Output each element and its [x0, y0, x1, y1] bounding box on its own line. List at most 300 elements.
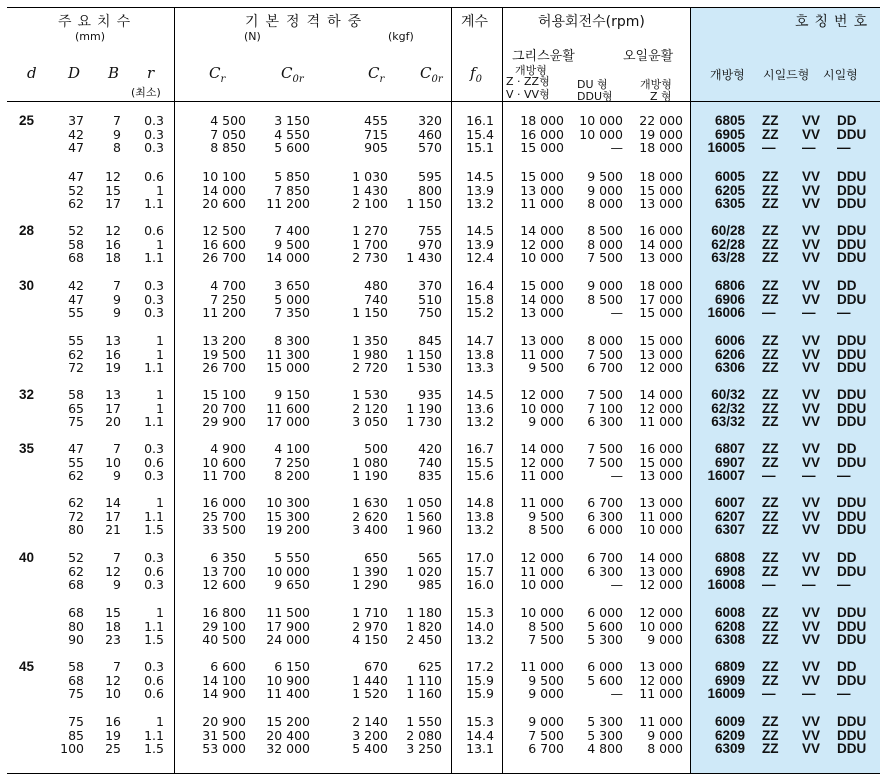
cell-oil: 10 000: [639, 618, 683, 634]
cell-cr-n: 10 600: [202, 454, 246, 470]
cell-designation-open: 6807: [714, 441, 745, 456]
cell-grease-open: 11 000: [520, 659, 564, 674]
cell-designation-vv: VV: [802, 346, 821, 362]
cell-designation-seal: DDU: [837, 563, 867, 579]
grease-zz-label: Z · ZZ형: [506, 75, 550, 88]
cell-f0: 14.4: [466, 727, 494, 743]
cell-D: 52: [68, 550, 84, 565]
grease-ddu-label: DDU형: [577, 90, 613, 103]
oil-label: 오일윤활: [623, 49, 674, 64]
cell-cr-n: 14 100: [202, 672, 246, 688]
table-row: [0, 224, 887, 238]
cell-c0r-kgf: 935: [418, 387, 442, 402]
cell-f0: 14.7: [466, 333, 494, 348]
cell-c0r-kgf: 460: [418, 126, 442, 142]
cell-cr-kgf: 2 720: [352, 360, 388, 376]
cell-f0: 15.9: [466, 686, 494, 702]
header-divider: [502, 7, 503, 101]
cell-grease-seal: —: [610, 468, 623, 484]
cell-grease-open: 12 000: [520, 454, 564, 470]
cell-designation-shield: ZZ: [762, 291, 779, 307]
cell-designation-seal: DDU: [837, 454, 867, 470]
cell-cr-n: 4 900: [210, 441, 246, 456]
cell-cr-kgf: 1 150: [352, 305, 388, 321]
cell-c0r-n: 10 900: [266, 672, 310, 688]
cell-designation-vv: VV: [802, 182, 821, 198]
cell-c0r-kgf: 985: [418, 577, 442, 593]
table-row: [0, 141, 887, 155]
cell-B: 12: [105, 223, 121, 238]
cell-D: 72: [68, 508, 84, 524]
cell-designation-open: 60/32: [711, 387, 745, 402]
table-row: [0, 128, 887, 142]
cell-oil: 12 000: [639, 672, 683, 688]
cell-B: 8: [113, 140, 121, 156]
cell-c0r-kgf: 2 450: [406, 632, 442, 648]
cell-c0r-n: 4 550: [274, 126, 310, 142]
cell-B: 17: [105, 400, 121, 416]
cell-designation-seal: —: [837, 305, 851, 321]
cell-designation-seal: DDU: [837, 714, 867, 729]
cell-c0r-n: 11 300: [266, 346, 310, 362]
cell-cr-n: 20 900: [202, 714, 246, 729]
cell-cr-kgf: 1 520: [352, 686, 388, 702]
cell-designation-vv: VV: [802, 223, 821, 238]
cell-designation-seal: DDU: [837, 387, 867, 402]
cell-designation-vv: VV: [802, 632, 821, 648]
load-unit-kgf: (kgf): [388, 30, 414, 43]
cell-designation-seal: —: [837, 686, 851, 702]
cell-cr-kgf: 650: [364, 550, 388, 565]
table-row: [0, 415, 887, 429]
cell-grease-seal: 6 300: [587, 563, 623, 579]
cell-D: 62: [68, 346, 84, 362]
table-row: [0, 496, 887, 510]
cell-f0: 17.2: [466, 659, 494, 674]
cell-designation-open: 6907: [714, 454, 745, 470]
col-r-label: r: [147, 64, 155, 82]
cell-c0r-n: 19 200: [266, 522, 310, 538]
cell-r: 1.1: [144, 727, 164, 743]
cell-cr-n: 12 500: [202, 223, 246, 238]
cell-f0: 13.3: [466, 360, 494, 376]
cell-c0r-kgf: 835: [418, 468, 442, 484]
col-d-label: d: [27, 64, 37, 82]
cell-designation-shield: ZZ: [762, 672, 779, 688]
cell-grease-open: 15 000: [520, 140, 564, 156]
cell-designation-shield: ZZ: [762, 236, 779, 252]
cell-B: 7: [113, 113, 121, 128]
cell-B: 9: [113, 126, 121, 142]
cell-grease-seal: 6 000: [587, 659, 623, 674]
cell-cr-n: 40 500: [202, 632, 246, 648]
cell-grease-seal: 7 500: [587, 454, 623, 470]
cell-cr-n: 6 350: [210, 550, 246, 565]
cell-c0r-n: 15 000: [266, 360, 310, 376]
cell-designation-seal: DD: [837, 278, 857, 293]
cell-oil: 22 000: [639, 113, 683, 128]
cell-c0r-n: 15 200: [266, 714, 310, 729]
cell-grease-seal: —: [610, 305, 623, 321]
table-row: [0, 114, 887, 128]
cell-designation-open: 6305: [714, 196, 745, 212]
cell-oil: 14 000: [639, 236, 683, 252]
cell-D: 68: [68, 577, 84, 593]
cell-oil: 15 000: [639, 333, 683, 348]
cell-D: 80: [68, 522, 84, 538]
cell-designation-seal: DDU: [837, 618, 867, 634]
cell-r: 1.1: [144, 360, 164, 376]
col-c0r-kgf-label: $C_{0r}$: [420, 64, 443, 85]
cell-B: 14: [105, 495, 121, 510]
cell-cr-kgf: 740: [364, 291, 388, 307]
cell-B: 7: [113, 550, 121, 565]
cell-cr-n: 12 600: [202, 577, 246, 593]
cell-r: 0.6: [144, 672, 164, 688]
cell-f0: 15.2: [466, 305, 494, 321]
cell-c0r-n: 14 000: [266, 250, 310, 266]
cell-grease-seal: 7 500: [587, 346, 623, 362]
designation-title: 호칭번호: [795, 14, 874, 30]
cell-designation-vv: VV: [802, 618, 821, 634]
cell-f0: 15.4: [466, 126, 494, 142]
cell-cr-n: 7 050: [210, 126, 246, 142]
cell-c0r-kgf: 570: [418, 140, 442, 156]
cell-r: 1: [156, 495, 164, 510]
cell-c0r-kgf: 1 020: [406, 563, 442, 579]
cell-grease-seal: 7 500: [587, 387, 623, 402]
cell-oil: 12 000: [639, 360, 683, 376]
dims-unit: (mm): [75, 30, 106, 43]
cell-grease-open: 11 000: [520, 196, 564, 212]
cell-c0r-n: 20 400: [266, 727, 310, 743]
cell-grease-seal: 10 000: [579, 126, 623, 142]
cell-r: 0.3: [144, 550, 164, 565]
cell-designation-open: 60/28: [711, 223, 745, 238]
cell-grease-seal: 6 700: [587, 360, 623, 376]
table-row: [0, 715, 887, 729]
table-row: [0, 442, 887, 456]
cell-cr-kgf: 500: [364, 441, 388, 456]
cell-B: 12: [105, 672, 121, 688]
cell-d: 45: [19, 659, 35, 674]
cell-r: 0.6: [144, 563, 164, 579]
table-row: [0, 279, 887, 293]
cell-B: 18: [105, 618, 121, 634]
cell-designation-seal: DDU: [837, 741, 867, 757]
cell-designation-vv: VV: [802, 169, 821, 184]
cell-B: 9: [113, 577, 121, 593]
cell-designation-shield: ZZ: [762, 495, 779, 510]
cell-c0r-kgf: 845: [418, 333, 442, 348]
cell-cr-kgf: 1 350: [352, 333, 388, 348]
cell-f0: 14.0: [466, 618, 494, 634]
cell-grease-open: 8 500: [528, 618, 564, 634]
cell-D: 47: [68, 441, 84, 456]
cell-r: 1.1: [144, 250, 164, 266]
table-row: [0, 170, 887, 184]
cell-designation-open: 6207: [714, 508, 745, 524]
cell-f0: 13.9: [466, 236, 494, 252]
cell-designation-shield: ZZ: [762, 632, 779, 648]
cell-designation-open: 6307: [714, 522, 745, 538]
cell-cr-kgf: 1 270: [352, 223, 388, 238]
cell-designation-shield: ZZ: [762, 727, 779, 743]
cell-r: 1.1: [144, 196, 164, 212]
cell-B: 17: [105, 508, 121, 524]
cell-r: 0.6: [144, 454, 164, 470]
cell-B: 18: [105, 250, 121, 266]
cell-cr-n: 31 500: [202, 727, 246, 743]
cell-designation-open: 16006: [707, 305, 745, 321]
cell-D: 85: [68, 727, 84, 743]
cell-c0r-n: 11 600: [266, 400, 310, 416]
cell-D: 68: [68, 605, 84, 620]
cell-designation-vv: —: [802, 577, 816, 593]
cell-cr-kgf: 1 290: [352, 577, 388, 593]
cell-designation-seal: DDU: [837, 126, 867, 142]
cell-designation-open: 6908: [714, 563, 745, 579]
table-row: [0, 184, 887, 198]
cell-designation-shield: ZZ: [762, 400, 779, 416]
cell-grease-open: 14 000: [520, 223, 564, 238]
cell-r: 0.3: [144, 441, 164, 456]
table-row: [0, 293, 887, 307]
cell-grease-seal: 6 000: [587, 605, 623, 620]
cell-designation-open: 6808: [714, 550, 745, 565]
table-row: [0, 348, 887, 362]
cell-cr-n: 4 500: [210, 113, 246, 128]
cell-designation-shield: ZZ: [762, 223, 779, 238]
cell-oil: 15 000: [639, 305, 683, 321]
header-divider: [451, 7, 452, 101]
cell-designation-shield: ZZ: [762, 196, 779, 212]
cell-D: 52: [68, 223, 84, 238]
cell-designation-shield: ZZ: [762, 618, 779, 634]
cell-d: 40: [19, 550, 35, 565]
cell-B: 25: [105, 741, 121, 757]
cell-f0: 13.8: [466, 346, 494, 362]
cell-B: 10: [105, 686, 121, 702]
cell-c0r-kgf: 320: [418, 113, 442, 128]
cell-designation-open: 16009: [707, 686, 745, 702]
header-bottom-rule: [7, 101, 880, 102]
cell-designation-vv: VV: [802, 291, 821, 307]
cell-designation-vv: VV: [802, 495, 821, 510]
cell-f0: 16.1: [466, 113, 494, 128]
cell-cr-n: 16 000: [202, 495, 246, 510]
cell-designation-open: 6009: [714, 714, 745, 729]
cell-cr-kgf: 3 200: [352, 727, 388, 743]
cell-designation-seal: —: [837, 468, 851, 484]
cell-f0: 15.5: [466, 454, 494, 470]
cell-cr-n: 53 000: [202, 741, 246, 757]
table-row: [0, 606, 887, 620]
cell-f0: 15.8: [466, 291, 494, 307]
cell-oil: 14 000: [639, 550, 683, 565]
cell-designation-shield: —: [762, 305, 776, 321]
grease-vv-label: V · VV형: [506, 88, 550, 101]
cell-cr-n: 10 100: [202, 169, 246, 184]
cell-r: 0.3: [144, 305, 164, 321]
header-divider: [174, 7, 175, 101]
cell-grease-open: 6 700: [528, 741, 564, 757]
cell-c0r-kgf: 970: [418, 236, 442, 252]
cell-c0r-n: 7 400: [274, 223, 310, 238]
cell-cr-kgf: 1 080: [352, 454, 388, 470]
cell-designation-shield: ZZ: [762, 550, 779, 565]
cell-c0r-kgf: 565: [418, 550, 442, 565]
cell-r: 1: [156, 333, 164, 348]
cell-c0r-n: 6 150: [274, 659, 310, 674]
cell-designation-vv: VV: [802, 741, 821, 757]
cell-grease-open: 9 500: [528, 672, 564, 688]
cell-D: 47: [68, 169, 84, 184]
cell-designation-seal: DD: [837, 113, 857, 128]
cell-grease-open: 7 500: [528, 727, 564, 743]
cell-designation-open: 6006: [714, 333, 745, 348]
cell-cr-kgf: 1 030: [352, 169, 388, 184]
col-c0r-label: $C_{0r}$: [281, 64, 304, 85]
cell-c0r-n: 11 200: [266, 196, 310, 212]
cell-designation-shield: ZZ: [762, 563, 779, 579]
cell-c0r-n: 17 900: [266, 618, 310, 634]
cell-oil: 16 000: [639, 441, 683, 456]
cell-designation-shield: —: [762, 468, 776, 484]
cell-grease-open: 14 000: [520, 441, 564, 456]
cell-designation-shield: ZZ: [762, 346, 779, 362]
cell-f0: 14.5: [466, 169, 494, 184]
cell-grease-seal: —: [610, 686, 623, 702]
table-row: [0, 306, 887, 320]
cell-designation-seal: DDU: [837, 414, 867, 430]
cell-r: 0.3: [144, 291, 164, 307]
cell-designation-seal: DDU: [837, 605, 867, 620]
cell-designation-seal: DDU: [837, 360, 867, 376]
cell-grease-seal: 6 700: [587, 495, 623, 510]
cell-designation-vv: VV: [802, 278, 821, 293]
cell-designation-vv: VV: [802, 236, 821, 252]
designation-seal: 시일형: [823, 68, 858, 82]
cell-designation-shield: —: [762, 140, 776, 156]
cell-designation-open: 6909: [714, 672, 745, 688]
cell-c0r-n: 4 100: [274, 441, 310, 456]
load-unit-n: (N): [244, 30, 261, 43]
cell-grease-seal: —: [610, 140, 623, 156]
cell-B: 7: [113, 278, 121, 293]
cell-designation-open: 6205: [714, 182, 745, 198]
cell-grease-open: 9 500: [528, 508, 564, 524]
top-rule: [7, 7, 880, 8]
cell-r: 1: [156, 714, 164, 729]
col-r-note: (최소): [131, 86, 161, 99]
cell-grease-open: 7 500: [528, 632, 564, 648]
cell-d: 28: [19, 223, 35, 238]
cell-oil: 11 000: [639, 414, 683, 430]
cell-grease-open: 9 000: [528, 414, 564, 430]
cell-designation-vv: VV: [802, 360, 821, 376]
col-cr-kgf-label: $C_r$: [368, 64, 385, 85]
cell-f0: 15.3: [466, 714, 494, 729]
cell-cr-n: 11 200: [202, 305, 246, 321]
cell-c0r-n: 11 500: [266, 605, 310, 620]
cell-grease-open: 13 000: [520, 305, 564, 321]
cell-grease-seal: 6 700: [587, 550, 623, 565]
cell-c0r-kgf: 1 730: [406, 414, 442, 430]
cell-c0r-kgf: 1 960: [406, 522, 442, 538]
cell-f0: 15.6: [466, 468, 494, 484]
cell-cr-kgf: 2 730: [352, 250, 388, 266]
cell-grease-seal: —: [610, 577, 623, 593]
cell-B: 7: [113, 441, 121, 456]
col-D-label: D: [68, 64, 81, 82]
cell-B: 7: [113, 659, 121, 674]
cell-designation-vv: —: [802, 140, 816, 156]
cell-designation-vv: VV: [802, 441, 821, 456]
cell-D: 42: [68, 126, 84, 142]
cell-D: 62: [68, 196, 84, 212]
cell-B: 12: [105, 563, 121, 579]
cell-designation-vv: —: [802, 305, 816, 321]
cell-designation-open: 6007: [714, 495, 745, 510]
cell-oil: 13 000: [639, 659, 683, 674]
cell-oil: 13 000: [639, 196, 683, 212]
cell-oil: 10 000: [639, 522, 683, 538]
cell-designation-shield: ZZ: [762, 182, 779, 198]
cell-r: 0.6: [144, 169, 164, 184]
cell-B: 12: [105, 169, 121, 184]
cell-cr-n: 4 700: [210, 278, 246, 293]
cell-r: 1: [156, 605, 164, 620]
cell-B: 17: [105, 196, 121, 212]
cell-designation-seal: DDU: [837, 522, 867, 538]
cell-designation-seal: DDU: [837, 291, 867, 307]
cell-r: 0.3: [144, 113, 164, 128]
table-row: [0, 578, 887, 592]
cell-B: 20: [105, 414, 121, 430]
cell-oil: 11 000: [639, 714, 683, 729]
cell-cr-kgf: 1 980: [352, 346, 388, 362]
cell-B: 13: [105, 387, 121, 402]
grease-du-label: DU 형: [577, 78, 608, 91]
cell-D: 90: [68, 632, 84, 648]
cell-r: 0.3: [144, 659, 164, 674]
table-row: [0, 565, 887, 579]
cell-r: 0.6: [144, 223, 164, 238]
cell-grease-open: 18 000: [520, 113, 564, 128]
cell-designation-vv: VV: [802, 454, 821, 470]
cell-B: 16: [105, 714, 121, 729]
cell-c0r-n: 10 000: [266, 563, 310, 579]
dims-title: 주요치수: [58, 14, 137, 30]
cell-oil: 12 000: [639, 400, 683, 416]
cell-designation-seal: DDU: [837, 508, 867, 524]
cell-designation-vv: VV: [802, 550, 821, 565]
cell-D: 42: [68, 278, 84, 293]
cell-grease-open: 10 000: [520, 605, 564, 620]
cell-B: 16: [105, 236, 121, 252]
cell-designation-open: 6805: [714, 113, 745, 128]
cell-f0: 13.2: [466, 196, 494, 212]
table-row: [0, 456, 887, 470]
cell-D: 62: [68, 495, 84, 510]
cell-c0r-n: 17 000: [266, 414, 310, 430]
cell-c0r-kgf: 1 430: [406, 250, 442, 266]
cell-cr-n: 14 000: [202, 182, 246, 198]
cell-cr-kgf: 1 530: [352, 387, 388, 402]
cell-grease-open: 10 000: [520, 400, 564, 416]
cell-designation-vv: VV: [802, 196, 821, 212]
